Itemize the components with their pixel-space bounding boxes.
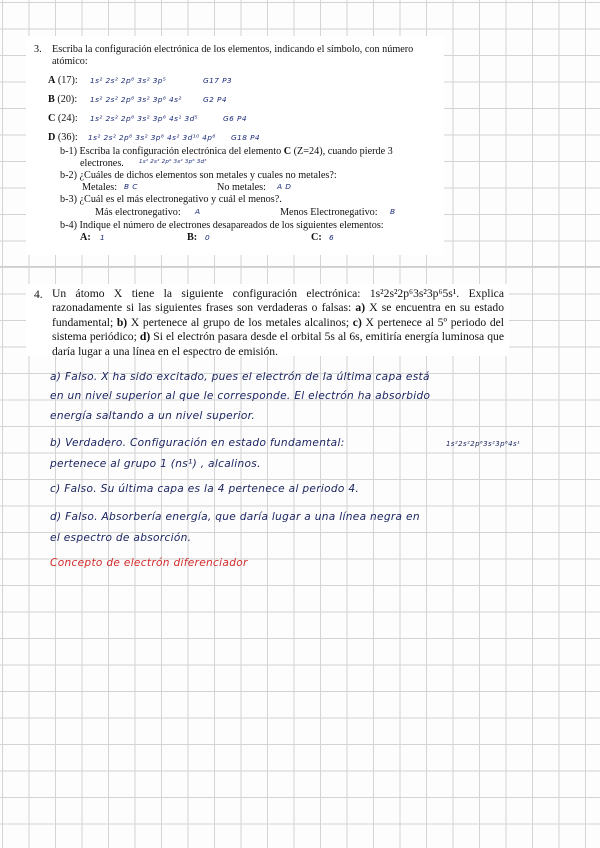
element-z: (17): [57,75,78,86]
b4-a-label: A: [80,232,91,243]
element-d-config-answer: 1s² 2s² 2p⁶ 3s² 3p⁶ 4s² 3d¹⁰ 4p⁶ [88,133,216,142]
b3-less-answer: B [390,207,396,216]
q3-intro-line1: Escriba la configuración electrónica de los elementos, indicando el símbolo, con número [52,44,414,55]
b1-line2: electrones. [80,158,124,169]
page-divider [0,266,600,267]
element-a-row [48,75,78,87]
b3-more-answer: A [195,207,201,216]
answer-b-config: 1s²2s²2p⁶3s²3p⁶4s¹ [446,440,521,448]
b3-line1: b-3) ¿Cuál es el más electronegativo y cuál el menos?. [60,194,282,205]
b2-metals-label: Metales: [82,182,118,193]
q4-number: 4. [34,288,43,301]
element-z: (20): [57,94,78,105]
answer-b-line2: pertenece al grupo 1 (ns¹) , alcalinos. [50,458,261,470]
element-c-row [48,113,78,125]
q3-intro-line2: atómico: [52,56,88,67]
answer-c-line1: c) Falso. Su última capa es la 4 pertenece al periodo 4. [50,483,360,495]
element-a-group-answer: G17 P3 [203,76,233,85]
q4-statement: Un átomo X tiene la siguiente configuración electrónica: 1s²2s²2p⁶3s²3p⁶5s¹. Explica razonadamente si las siguientes frases son verdaderas o falsas: a) X se encuentra en su estado fundamental; b) X pertenece al grupo de los metales alcalinos; c) X pertenece al 5º periodo del sistema periódico; d) Si el electrón pasara desde el orbital 5s al 6s, emitiría energía luminosa que daría lugar a una línea en el espectro de emisión. [52,287,505,358]
b1-line1: b-1) Escriba la configuración electrónica del elemento C (Z=24), cuando pierde 3 [60,146,393,157]
red-note: Concepto de electrón diferenciador [50,557,248,569]
answer-d-line1: d) Falso. Absorbería energía, que daría lugar a una línea negra en [50,511,420,523]
element-z: (36): [57,132,78,143]
element-label: D [48,132,56,143]
element-d-group-answer: G18 P4 [231,133,261,142]
b2-nonmetals-answer: A D [277,182,292,191]
b3-more-label: Más electronegativo: [95,207,181,218]
element-b-config-answer: 1s² 2s² 2p⁶ 3s² 3p⁶ 4s² [90,95,182,104]
answer-a-line1: a) Falso. X ha sido excitado, pues el electrón de la última capa está [50,371,430,383]
b2-metals-answer: B C [124,182,138,191]
answer-a-line3: energía saltando a un nivel superior. [50,410,256,422]
b4-c-answer: 6 [329,233,335,242]
element-label: C [48,113,56,124]
b4-line1: b-4) Indique el número de electrones desapareados de los siguientes elementos: [60,220,384,231]
q3-number: 3. [34,44,42,55]
element-label: B [48,94,55,105]
element-d-row [48,132,78,144]
answer-d-line2: el espectro de absorción. [50,532,192,544]
answer-b-line1: b) Verdadero. Configuración en estado fundamental: [50,437,345,449]
b4-b-label: B: [187,232,198,243]
element-a-config-answer: 1s² 2s² 2p⁶ 3s² 3p⁵ [90,76,167,85]
element-label: A [48,75,56,86]
b4-a-answer: 1 [100,233,106,242]
b1-answer: 1s² 2s² 2p⁶ 3s² 3p⁶ 3d³ [139,159,207,165]
element-c-group-answer: G6 P4 [223,114,247,123]
b2-nonmetals-label: No metales: [217,182,266,193]
b4-c-label: C: [311,232,322,243]
element-z: (24): [57,113,78,124]
element-b-row [48,94,77,106]
element-b-group-answer: G2 P4 [203,95,227,104]
b2-line1: b-2) ¿Cuáles de dichos elementos son metales y cuales no metales?: [60,170,337,181]
q4-config: 1s²2s²2p⁶3s²3p⁶5s¹ [369,287,457,300]
b4-b-answer: 0 [205,233,211,242]
answer-a-line2: en un nivel superior al que le corresponde. El electrón ha absorbido [50,390,431,402]
element-c-config-answer: 1s² 2s² 2p⁶ 3s² 3p⁶ 4s¹ 3d⁵ [90,114,199,123]
b3-less-label: Menos Electronegativo: [280,207,378,218]
